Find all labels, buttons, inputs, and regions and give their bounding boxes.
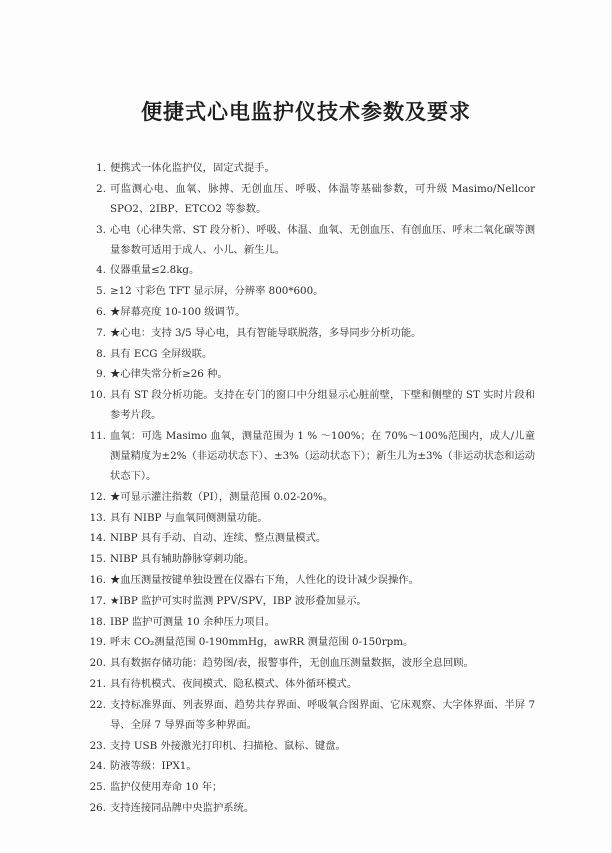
spec-item-text: NIBP 具有辅助静脉穿刺功能。	[110, 553, 255, 566]
spec-item-number: 18.	[89, 615, 106, 628]
spec-item	[80, 612, 535, 632]
spec-item-number: 16.	[89, 573, 106, 586]
spec-item	[80, 281, 535, 301]
spec-item-number: 24.	[89, 760, 106, 773]
spec-item-number: 3.	[96, 223, 106, 236]
spec-item-number: 2.	[96, 182, 106, 195]
spec-item	[80, 179, 535, 219]
spec-item-number: 25.	[89, 781, 106, 794]
spec-item-text: ★IBP 监护可实时监测 PPV/SPV，IBP 波形叠加显示。	[110, 594, 367, 607]
spec-item-text: 支持连接同品牌中央监护系统。	[110, 801, 255, 814]
spec-item	[80, 528, 535, 548]
spec-item-text: 具有数据存储功能：趋势图/表，报警事件，无创血压测量数据，波形全息回顾。	[110, 657, 474, 670]
spec-item-text: ★屏幕亮度 10-100 级调节。	[110, 305, 246, 318]
spec-item-number: 23.	[89, 739, 106, 752]
spec-item-number: 12.	[89, 490, 106, 503]
spec-item-number: 19.	[89, 636, 106, 649]
spec-item-number: 21.	[89, 677, 106, 690]
spec-item-number: 4.	[96, 264, 106, 277]
spec-item	[80, 756, 535, 776]
spec-item-text: 心电（心律失常、ST 段分析）、呼吸、体温、血氧、无创血压、有创血压、呼末二氧化碳等测量参数可适用于成人、小儿、新生儿。	[110, 223, 535, 256]
spec-item	[80, 736, 535, 756]
spec-item	[80, 549, 535, 569]
spec-item-text: 支持标准界面、列表界面、趋势共存界面、呼吸氧合图界面、它床观察、大字体界面、半屏 7 导、全屏 7 导界面等多种界面。	[110, 698, 535, 731]
spec-item-text: 便携式一体化监护仪，固定式提手。	[110, 162, 275, 174]
spec-item	[80, 158, 535, 178]
spec-item-number: 9.	[96, 368, 106, 381]
spec-item-number: 13.	[89, 511, 106, 524]
spec-item-text: NIBP 具有手动、自动、连续、整点测量模式。	[110, 532, 327, 545]
spec-list	[80, 158, 535, 819]
spec-item	[80, 570, 535, 590]
document-title: 便捷式心电监护仪技术参数及要求	[141, 100, 471, 124]
spec-item-text: 具有待机模式、夜间模式、隐私模式、体外循环模式。	[110, 677, 358, 690]
spec-item-text: 监护仪使用寿命 10 年；	[110, 781, 223, 794]
spec-item	[80, 777, 535, 797]
spec-item	[80, 487, 535, 507]
spec-item-number: 7.	[96, 326, 106, 339]
spec-item	[80, 344, 535, 364]
spec-item	[80, 260, 535, 280]
spec-item-text: ★血压测量按键单独设置在仪器右下角，人性化的设计减少误操作。	[110, 573, 419, 586]
spec-item	[80, 385, 535, 425]
spec-item	[80, 674, 535, 694]
spec-item-number: 26.	[89, 801, 106, 814]
spec-item-text: 呼末 CO₂测量范围 0-190mmHg，awRR 测量范围 0-150rpm。	[110, 636, 414, 649]
spec-item-text: 具有 NIBP 与血氧同侧测量功能。	[110, 511, 268, 524]
spec-item	[80, 220, 535, 260]
spec-item-number: 14.	[89, 532, 106, 545]
spec-item-number: 1.	[96, 162, 106, 174]
spec-item-text: 支持 USB 外接激光打印机、扫描枪、鼠标、键盘。	[110, 739, 346, 752]
spec-item-text: IBP 监护可测量 10 余种压力项目。	[110, 615, 276, 628]
spec-item-text: ★可显示灌注指数（PI），测量范围 0.02-20%。	[110, 490, 334, 503]
spec-item-text: 血氧：可选 Masimo 血氧，测量范围为 1 % ～100%；在 70%～100%范围内，成人/儿童测量精度为±2%（非运动状态下）、±3%（运动状态下）；新生儿为±3%（非运动状态和运动状态下）。	[110, 429, 535, 482]
spec-item-number: 10.	[89, 389, 106, 402]
spec-item-text: 具有 ST 段分析功能。支持在专门的窗口中分组显示心脏前壁，下壁和侧壁的 ST 实时片段和参考片段。	[110, 389, 535, 422]
spec-item-text: ★心电：支持 3/5 导心电，具有智能导联脱落，多导同步分析功能。	[110, 326, 422, 339]
spec-item-number: 8.	[96, 347, 106, 360]
spec-item-number: 20.	[89, 657, 106, 670]
spec-item-number: 15.	[89, 553, 106, 566]
spec-item	[80, 508, 535, 528]
spec-item-text: 具有 ECG 全屏级联。	[110, 347, 213, 360]
spec-item	[80, 653, 535, 673]
spec-item-text: 可监测心电、血氧、脉搏、无创血压、呼吸、体温等基础参数，可升级 Masimo/Nellcor SPO2、2IBP、ETCO2 等参数。	[110, 182, 535, 215]
spec-item	[80, 364, 535, 384]
spec-item-number: 22.	[89, 698, 106, 711]
spec-item-number: 11.	[89, 429, 106, 442]
spec-item-text: 防液等级：IPX1。	[110, 760, 197, 773]
spec-item-number: 5.	[96, 285, 106, 298]
spec-item-text: ★心律失常分析≥26 种。	[110, 368, 228, 381]
spec-item-number: 6.	[96, 305, 106, 318]
spec-item	[80, 323, 535, 343]
spec-item-text: 仪器重量≤2.8kg。	[110, 264, 200, 277]
spec-item	[80, 798, 535, 818]
spec-item	[80, 591, 535, 611]
spec-item	[80, 426, 535, 486]
spec-item	[80, 302, 535, 322]
spec-item	[80, 695, 535, 735]
spec-item-text: ≥12 寸彩色 TFT 显示屏，分辨率 800*600。	[110, 285, 324, 298]
spec-item	[80, 632, 535, 652]
spec-item-number: 17.	[89, 594, 106, 607]
